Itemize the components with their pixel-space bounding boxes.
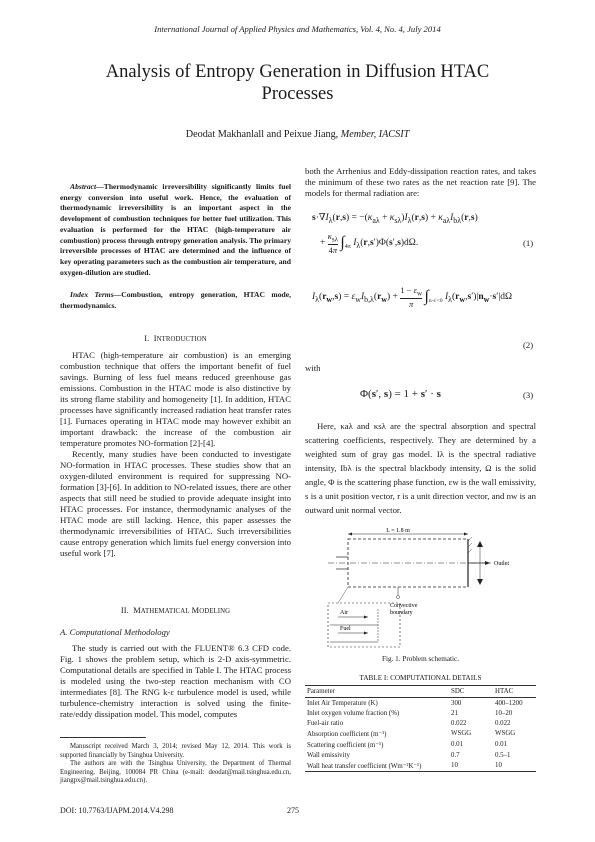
subsection-heading-methodology: A. Computational Methodology	[60, 627, 170, 637]
footnote-rule	[60, 737, 146, 738]
figure-label-boundary: boundary	[390, 610, 413, 616]
figure-1-caption: Fig. 1. Problem schematic.	[381, 655, 460, 663]
equation-1: $s\cdot\nabla I_\lambda(r,s) = -(\kappa_{a\lambda} + \kappa_{s\lambda})I_\lambda(r,s) + \kappa_{a\lambda}I_{b\lambda}(r,s)$ + $\kappa_{s\lambda}$ 4π $\int_{4\pi}$ $I_\lambda(r,s')\Phi(s',s)d\Omega$.	[312, 213, 478, 255]
section-rest: ATHEMATICAL	[140, 608, 190, 615]
computational-details-table	[305, 685, 536, 772]
table-cell: 0.01	[451, 741, 464, 748]
table-cell: Wall heat transfer coefficient (Wm⁻²K⁻¹)	[305, 760, 449, 772]
section-initial: M	[191, 606, 200, 615]
figure-label-outlet: Outlet	[494, 561, 509, 567]
intro-paragraph-2: Recently, many studies have been conducted to investigate NO-formation in HTAC processes. These studies show that an oxygen-diluted environment is required for suppressing NO-formation [3]-[6]. In addition to NO-related issues, there are other aspects that still need be studied to provide adequate insight into HTAC processes. For instance, thermodynamic analyses of the HTAC mode are still lacking. Hence, this paper assesses the thermodynamic irreversibilities of HTAC. Such irreversibilities cause entropy generation which limits fuel energy conversion into useful work [7].	[60, 449, 291, 558]
table-row	[305, 698, 536, 709]
doi: DOI: 10.7763/IJAPM.2014.V4.298	[60, 806, 174, 815]
section-initial: I	[153, 334, 157, 343]
table-cell: 10	[449, 760, 493, 772]
table-cell: Wall emissivity	[307, 751, 350, 759]
equation-1-number: (1)	[523, 238, 534, 248]
authors	[0, 129, 595, 140]
table-cell: 0.01	[495, 741, 508, 748]
abstract	[60, 182, 291, 278]
right-column-intro	[305, 166, 536, 199]
equation-2: $I_\lambda(r_w,s) = \varepsilon_wI_{b,\lambda}(r_w)$ + $\frac{1 - \varepsilon_w}{\pi}$ $\int_{n\cdot s'<0}$ $I_\lambda(r_w,s')|n_w\cdot s'|d\Omega$	[312, 285, 513, 309]
footnote-received: Manuscript received March 3, 2014; revised May 12, 2014. This work is supported financially by Tsinghua University.	[60, 743, 291, 759]
table-row	[305, 760, 536, 772]
figure-1	[318, 525, 528, 650]
figure-label-convective: Convective	[390, 603, 418, 609]
table-cell: Inlet Air Temperature (K)	[307, 699, 378, 707]
index-terms-label: Index Terms	[70, 290, 114, 299]
table-cell: WSGG	[451, 730, 472, 737]
table-cell: 0.7	[451, 751, 460, 759]
paper-title	[60, 61, 535, 105]
abstract-text: —Thermodynamic irreversibility significantly limits fuel energy conversion into useful work. Hence, the evaluation of thermodynamic irreversibility is an important aspect in the development of combustion techniques for better fuel utilization. This evaluation is performed for the HTAC (high-temperature air combustion) process through entropy generation analysis. The primary irreversible processes of HTAC are determined and the influence of key operating parameters such as the combustion air temperature, and oxygen-dilution are studied.	[60, 182, 291, 277]
author-membership: Member, IACSIT	[340, 129, 410, 140]
equation-3: Φ(s′, s) = 1 + s′ · s	[360, 388, 441, 400]
index-terms	[60, 290, 291, 311]
table-row	[305, 708, 536, 718]
section-heading-modeling	[60, 606, 291, 615]
with-text: with	[305, 363, 321, 373]
section-number: II.	[120, 606, 129, 615]
method-paragraph-1: The study is carried out with the FLUENT® 6.3 CFD code. Fig. 1 shows the problem setup, which is 2-D axis-symmetric. Computational details are specified in Table I. The HTAC process is modeled using the two-step reaction mechanism with CO intermediates [8]. The RNG k-ε turbulence model is used, while turbulence-chemistry interaction is solved using the finite-rate/eddy dissipation model. This model, computes	[60, 643, 291, 719]
table-cell: 10–20	[495, 709, 513, 717]
introduction-body	[60, 350, 291, 559]
table-header-cell: Parameter	[305, 686, 449, 698]
title-line-2: Processes	[261, 84, 334, 104]
table-cell: 0.022	[495, 719, 511, 727]
table-cell: 400–1200	[495, 699, 523, 707]
problem-schematic	[318, 525, 528, 650]
author-names: Deodat Makhanlall and Peixue Jiang,	[185, 129, 339, 140]
table-row	[305, 718, 536, 728]
abstract-label: Abstract	[70, 182, 97, 191]
table-cell: Scattering coefficient (m⁻¹)	[307, 741, 384, 749]
title-line-1: Analysis of Entropy Generation in Diffusion HTAC	[105, 62, 490, 82]
journal-header: International Journal of Applied Physics and Mathematics, Vol. 4, No. 4, July 2014	[154, 24, 441, 34]
table-1	[305, 685, 536, 772]
table-cell: Inlet oxygen volume fraction (%)	[307, 709, 400, 717]
equation-2-number: (2)	[523, 340, 534, 350]
table-cell: 0.5–1	[495, 751, 511, 759]
table-row	[305, 739, 536, 750]
methodology-body	[60, 643, 291, 720]
index-terms-text: —Combustion, entropy generation, HTAC mode, thermodynamics.	[60, 290, 291, 310]
table-cell: 300	[451, 699, 462, 707]
table-cell: 10	[493, 760, 536, 772]
footnotes	[60, 743, 291, 786]
figure-label-air: Air	[340, 610, 348, 616]
table-cell: WSGG	[495, 730, 516, 737]
right-column-definitions	[305, 419, 536, 517]
section-rest: NTRODUCTION	[156, 336, 207, 343]
right-paragraph-1: both the Arrhenius and Eddy-dissipation reaction rates, and takes the minimum of these two rates as the net reaction rate [9]. The models for thermal radiation are:	[305, 166, 536, 198]
table-header-cell: HTAC	[493, 686, 536, 698]
table-cell: 21	[451, 709, 458, 717]
table-row	[305, 728, 536, 739]
section-rest: ODELING	[199, 608, 231, 615]
table-1-caption: TABLE I: COMPUTATIONAL DETAILS	[359, 674, 482, 682]
section-number: I.	[144, 334, 150, 343]
table-row	[305, 750, 536, 760]
section-initial: M	[133, 606, 141, 615]
figure-label-fuel: Fuel	[340, 626, 351, 632]
page-number: 275	[287, 806, 299, 815]
table-cell: Fuel-air ratio	[307, 719, 344, 727]
table-header-row	[305, 686, 536, 698]
table-cell: 0.022	[451, 719, 467, 727]
figure-label-length: L = 1.8 m	[386, 528, 410, 534]
right-paragraph-2: Here, κaλ and κsλ are the spectral absorption and spectral scattering coefficients, respectively. They are determined by a weighted sum of gray gas model. Iλ is the spectral radiative intensity, Ibλ is the spectral blackbody intensity, Ω is the solid angle, Φ is the scattering phase function, εw is the wall emissivity, s is a unit position vector, r is a unit direction vector, and nw is an outward unit normal vector.	[305, 421, 536, 515]
intro-paragraph-1: HTAC (high-temperature air combustion) is an emerging combustion technique that offers the important benefit of fuel savings. Burning of less fuel means reduced greenhouse gas emissions. Combustion in the HTAC mode is also distinctive by its strong flame stability and homogeneity [1]. In addition, HTAC processes have significantly increased radiation heat transfer rates [1]. Furnaces operating in HTAC mode may however exhibit an important drawback: the increase of the combustion air temperature promotes NO-formation [2]-[4].	[60, 350, 291, 448]
table-cell: Absorption coefficient (m⁻¹)	[307, 730, 387, 738]
section-heading-introduction	[60, 334, 291, 343]
equation-3-number: (3)	[523, 390, 534, 400]
footnote-affiliation: The authors are with the Tsinghua University, the Department of Thermal Engineering, Beijing, 100084 PR China (e-mail: deodat@mail.tsinghua.edu.cn, jiangpx@mail.tsinghua.edu.cn).	[60, 760, 291, 785]
table-header-cell: SDC	[449, 686, 493, 698]
